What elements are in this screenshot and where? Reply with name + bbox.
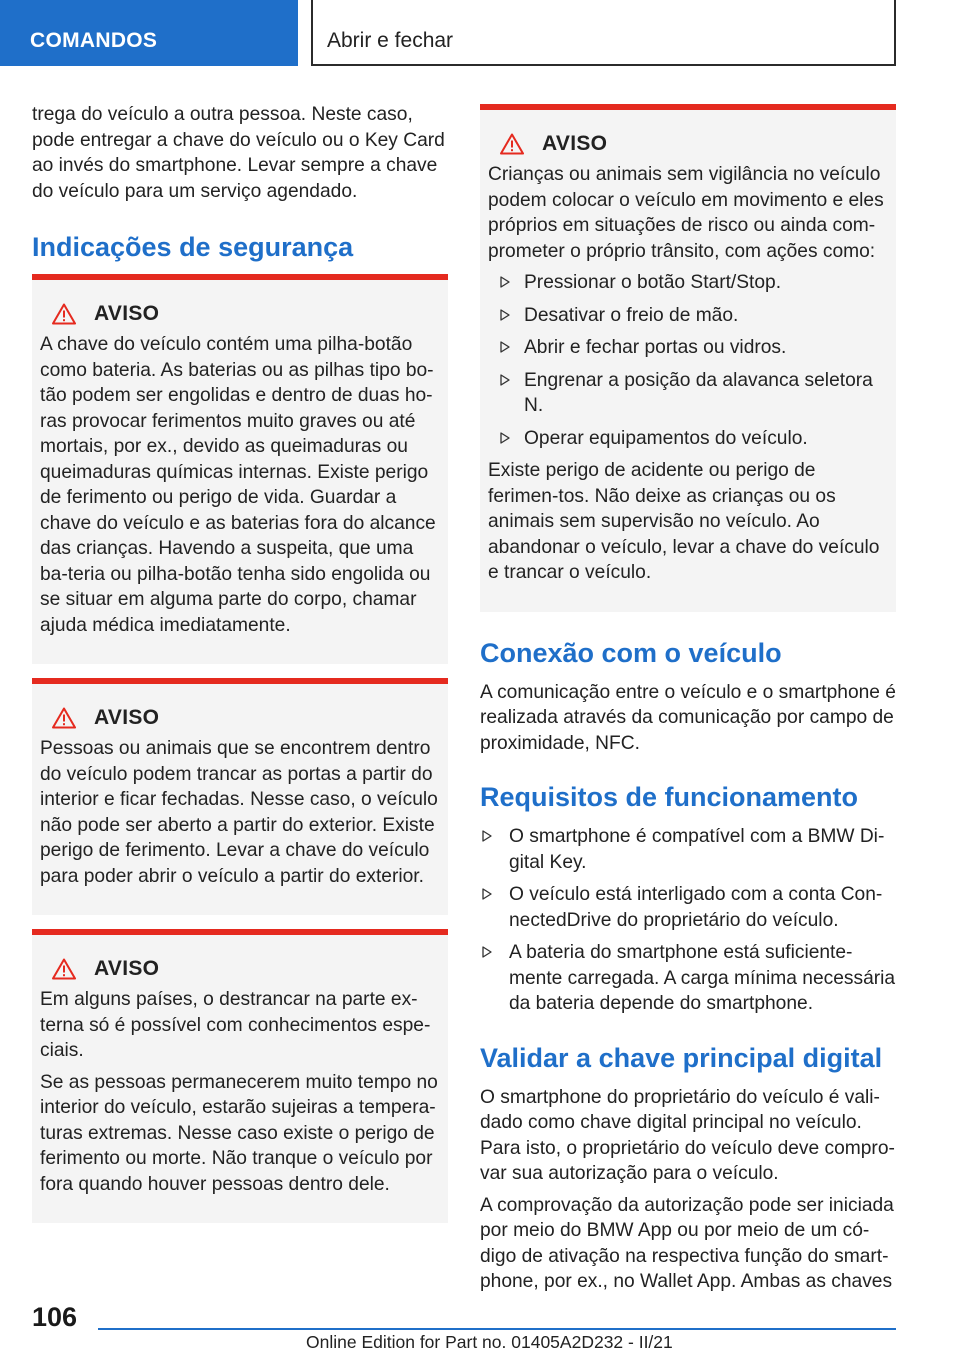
warning-triangle-icon	[52, 707, 76, 729]
list-item: O smartphone é compatível com a BMW Di-gital Key.	[480, 824, 896, 875]
warning-header	[40, 302, 440, 326]
warning-box-children	[480, 104, 896, 612]
warning-triangle-icon	[52, 958, 76, 980]
warning-label: AVISO	[94, 706, 160, 729]
list-item: Pressionar o botão Start/Stop.	[488, 270, 888, 296]
triangle-bullet-icon	[482, 830, 492, 842]
section-tab	[0, 0, 298, 66]
list-item: Operar equipamentos do veículo.	[488, 426, 888, 452]
triangle-bullet-icon	[500, 432, 510, 444]
warning-box-locked-in	[32, 678, 448, 915]
right-column	[480, 104, 896, 1301]
warning-triangle-icon	[52, 303, 76, 325]
warning-label: AVISO	[94, 302, 160, 325]
triangle-bullet-icon	[500, 341, 510, 353]
triangle-bullet-icon	[500, 309, 510, 321]
warning-text: Pessoas ou animais que se encontrem dentro do veículo podem trancar as portas a partir do interior e ficar fechadas. Nesse caso, o veículo não pode ser aberto a partir do exterior. Existe perigo de ferimento. Levar a chave do veículo para poder abrir o veículo a partir do exterior.	[40, 738, 438, 887]
warning-text: A chave do veículo contém uma pilha-botão como bateria. As baterias ou as pilhas tipo bo-tão podem ser engolidas e dentro de duas ho-ras provocar ferimentos muito graves ou até mortais, por ex., devido as queimaduras ou queimaduras químicas internas. Existe perigo de ferimento ou perigo de vida. Guardar a chave do veículo e as baterias fora do alcance das crianças. Havendo a suspeita, que uma ba-teria ou pilha-botão tenha sido engolida ou se situar em alguma parte do corpo, chamar ajuda médica imediatamente.	[40, 334, 436, 636]
footer-edition: Online Edition for Part no. 01405A2D232 - II/21	[306, 1332, 673, 1352]
warning-text: Crianças ou animais sem vigilância no veículo podem colocar o veículo em movimento e eles próprios em situações de risco ou ainda com-prometer o próprio trânsito, com ações como:	[488, 164, 884, 262]
warning-text: Em alguns países, o destrancar na parte ex-terna só é possível com conhecimentos espe-ciais.	[40, 989, 431, 1061]
warning-label: AVISO	[94, 957, 160, 980]
list-item: Desativar o freio de mão.	[488, 303, 888, 329]
triangle-bullet-icon	[500, 374, 510, 386]
list-item: A bateria do smartphone está suficiente-mente carregada. A carga mínima necessária da bateria depende do smartphone.	[480, 940, 896, 1017]
warning-header	[40, 957, 440, 981]
left-column	[32, 102, 448, 1237]
warning-action-list	[488, 270, 888, 451]
page-number: 106	[32, 1302, 78, 1332]
triangle-bullet-icon	[500, 276, 510, 288]
section-tab-label: COMANDOS	[30, 29, 158, 52]
triangle-bullet-icon	[482, 946, 492, 958]
footer-rule	[98, 1328, 896, 1330]
triangle-bullet-icon	[482, 888, 492, 900]
warning-text: Se as pessoas permanecerem muito tempo no interior do veículo, estarão sujeiras a tempera-turas extremas. Nesse caso existe o perigo de ferimento ou morte. Não tranque o veículo por fora quando houver pessoas dentro dele.	[40, 1071, 438, 1195]
intro-paragraph: trega do veículo a outra pessoa. Neste caso, pode entregar a chave do veículo ou o Key Card ao invés do smartphone. Levar sempre a chave do veículo para um serviço agendado.	[32, 104, 445, 202]
chapter-title: Abrir e fechar	[327, 29, 454, 52]
requirements-heading: Requisitos de funcionamento	[480, 782, 859, 812]
requirements-list	[480, 824, 896, 1017]
list-item: O veículo está interligado com a conta Con-nectedDrive do proprietário do veículo.	[480, 882, 896, 933]
connection-paragraph: A comunicação entre o veículo e o smartphone é realizada através da comunicação por campo de proximidade, NFC.	[480, 681, 896, 754]
warning-text: Existe perigo de acidente ou perigo de ferimen-tos. Não deixe as crianças ou os animais sem supervisão no veículo. Ao abandonar o veículo, levar a chave do veículo e trancar o veículo.	[488, 460, 880, 583]
validate-heading: Validar a chave principal digital	[480, 1042, 883, 1073]
connection-heading: Conexão com o veículo	[480, 637, 782, 668]
warning-header	[488, 132, 888, 156]
warning-triangle-icon	[500, 133, 524, 155]
list-item: Engrenar a posição da alavanca seletora N.	[488, 368, 888, 419]
validate-paragraph-2: A comprovação da autorização pode ser iniciada por meio do BMW App ou por meio de um có-digo de ativação na respectiva função do smart-phone, por ex., no Wallet App. Ambas as chaves	[480, 1194, 894, 1292]
warning-header	[40, 706, 440, 730]
chapter-header	[311, 0, 896, 66]
safety-heading: Indicações de segurança	[32, 232, 354, 262]
warning-label: AVISO	[542, 132, 608, 155]
warning-box-battery	[32, 274, 448, 664]
validate-paragraph-1: O smartphone do proprietário do veículo é vali-dado como chave digital principal no veículo. Para isto, o proprietário do veículo deve compro-var sua autorização para o veículo.	[480, 1086, 895, 1184]
list-item: Abrir e fechar portas ou vidros.	[488, 335, 888, 361]
warning-box-temperature	[32, 929, 448, 1223]
